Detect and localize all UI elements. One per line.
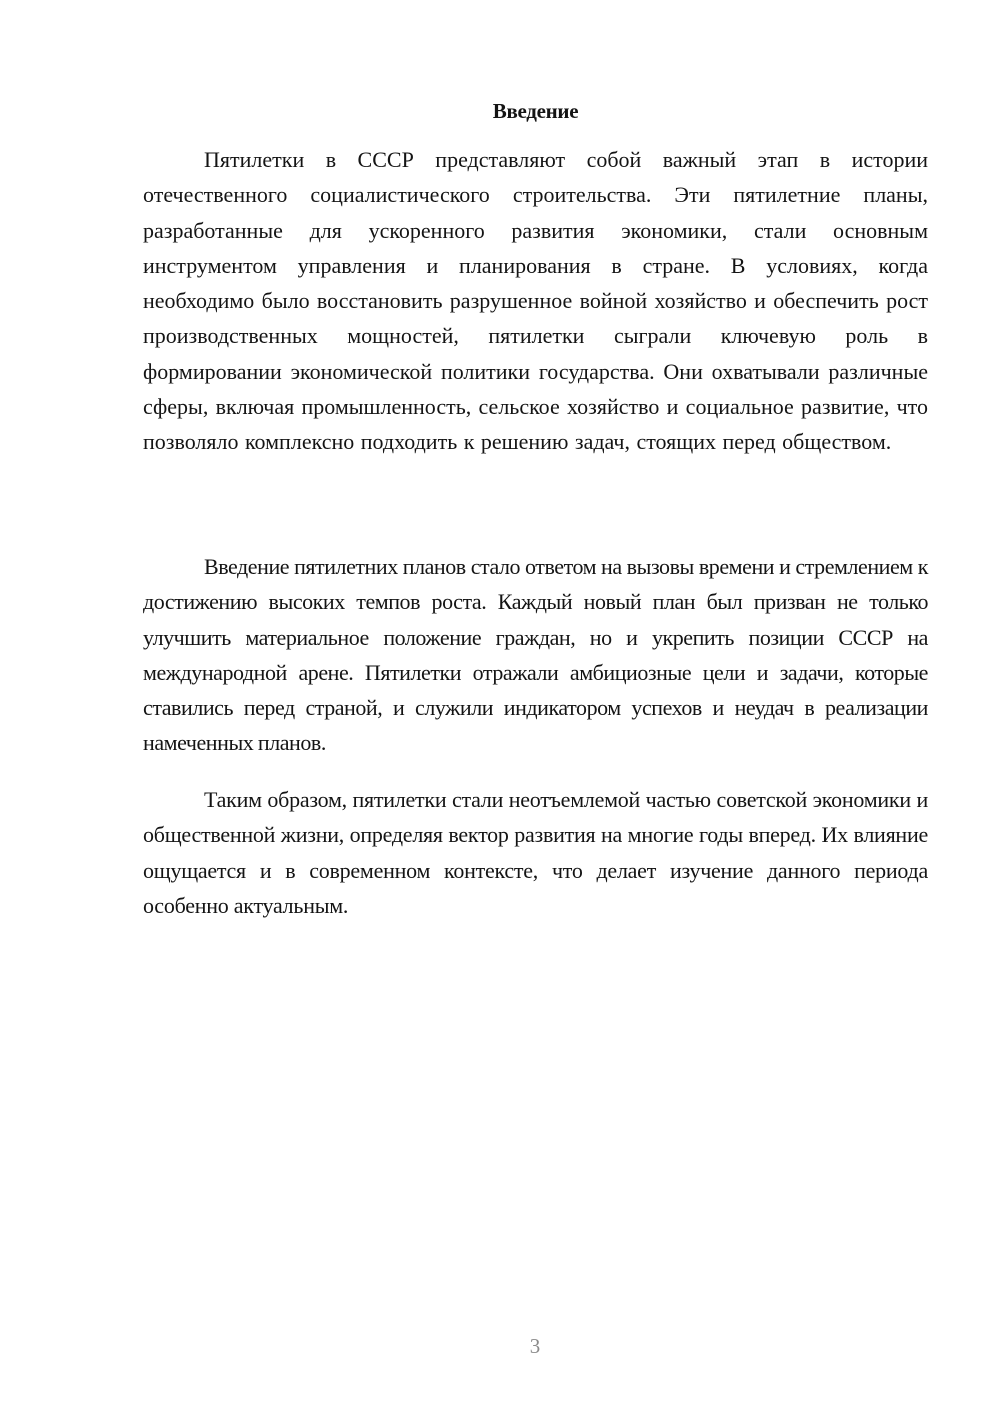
page-number: 3 — [529, 1334, 541, 1358]
paragraph-2: Введение пятилетних планов стало ответом на вызовы времени и стремлением к достижению высоких темпов роста. Каждый новый план был призван не только улучшить материальное положение граждан, но и укрепить позиции СССР на международной арене. Пятилетки отражали амбициозные цели и задачи, которые ставились перед страной, и служили индикатором успехов и неудач в реализации намеченных планов. — [143, 554, 928, 756]
paragraph-1: Пятилетки в СССР представляют собой важный этап в истории отечественного социалистического строительства. Эти пятилетние планы, разработанные для ускоренного развития экономики, стали основным инструментом управления и планирования в стране. В условиях, когда необходимо было восстановить разрушенное войной хозяйство и обеспечить рост производственных мощностей, пятилетки сыграли ключевую роль в формировании экономической политики государства. Они охватывали различные сферы, включая промышленность, сельское хозяйство и социальное развитие, что позволяло комплексно подходить к решению задач, стоящих перед обществом. — [143, 147, 928, 455]
paragraph-3: Таким образом, пятилетки стали неотъемлемой частью советской экономики и общественной жизни, определяя вектор развития на многие годы вперед. Их влияние ощущается и в современном контексте, что делает изучение данного периода особенно актуальным. — [143, 787, 928, 918]
section-heading: Введение — [492, 99, 579, 123]
